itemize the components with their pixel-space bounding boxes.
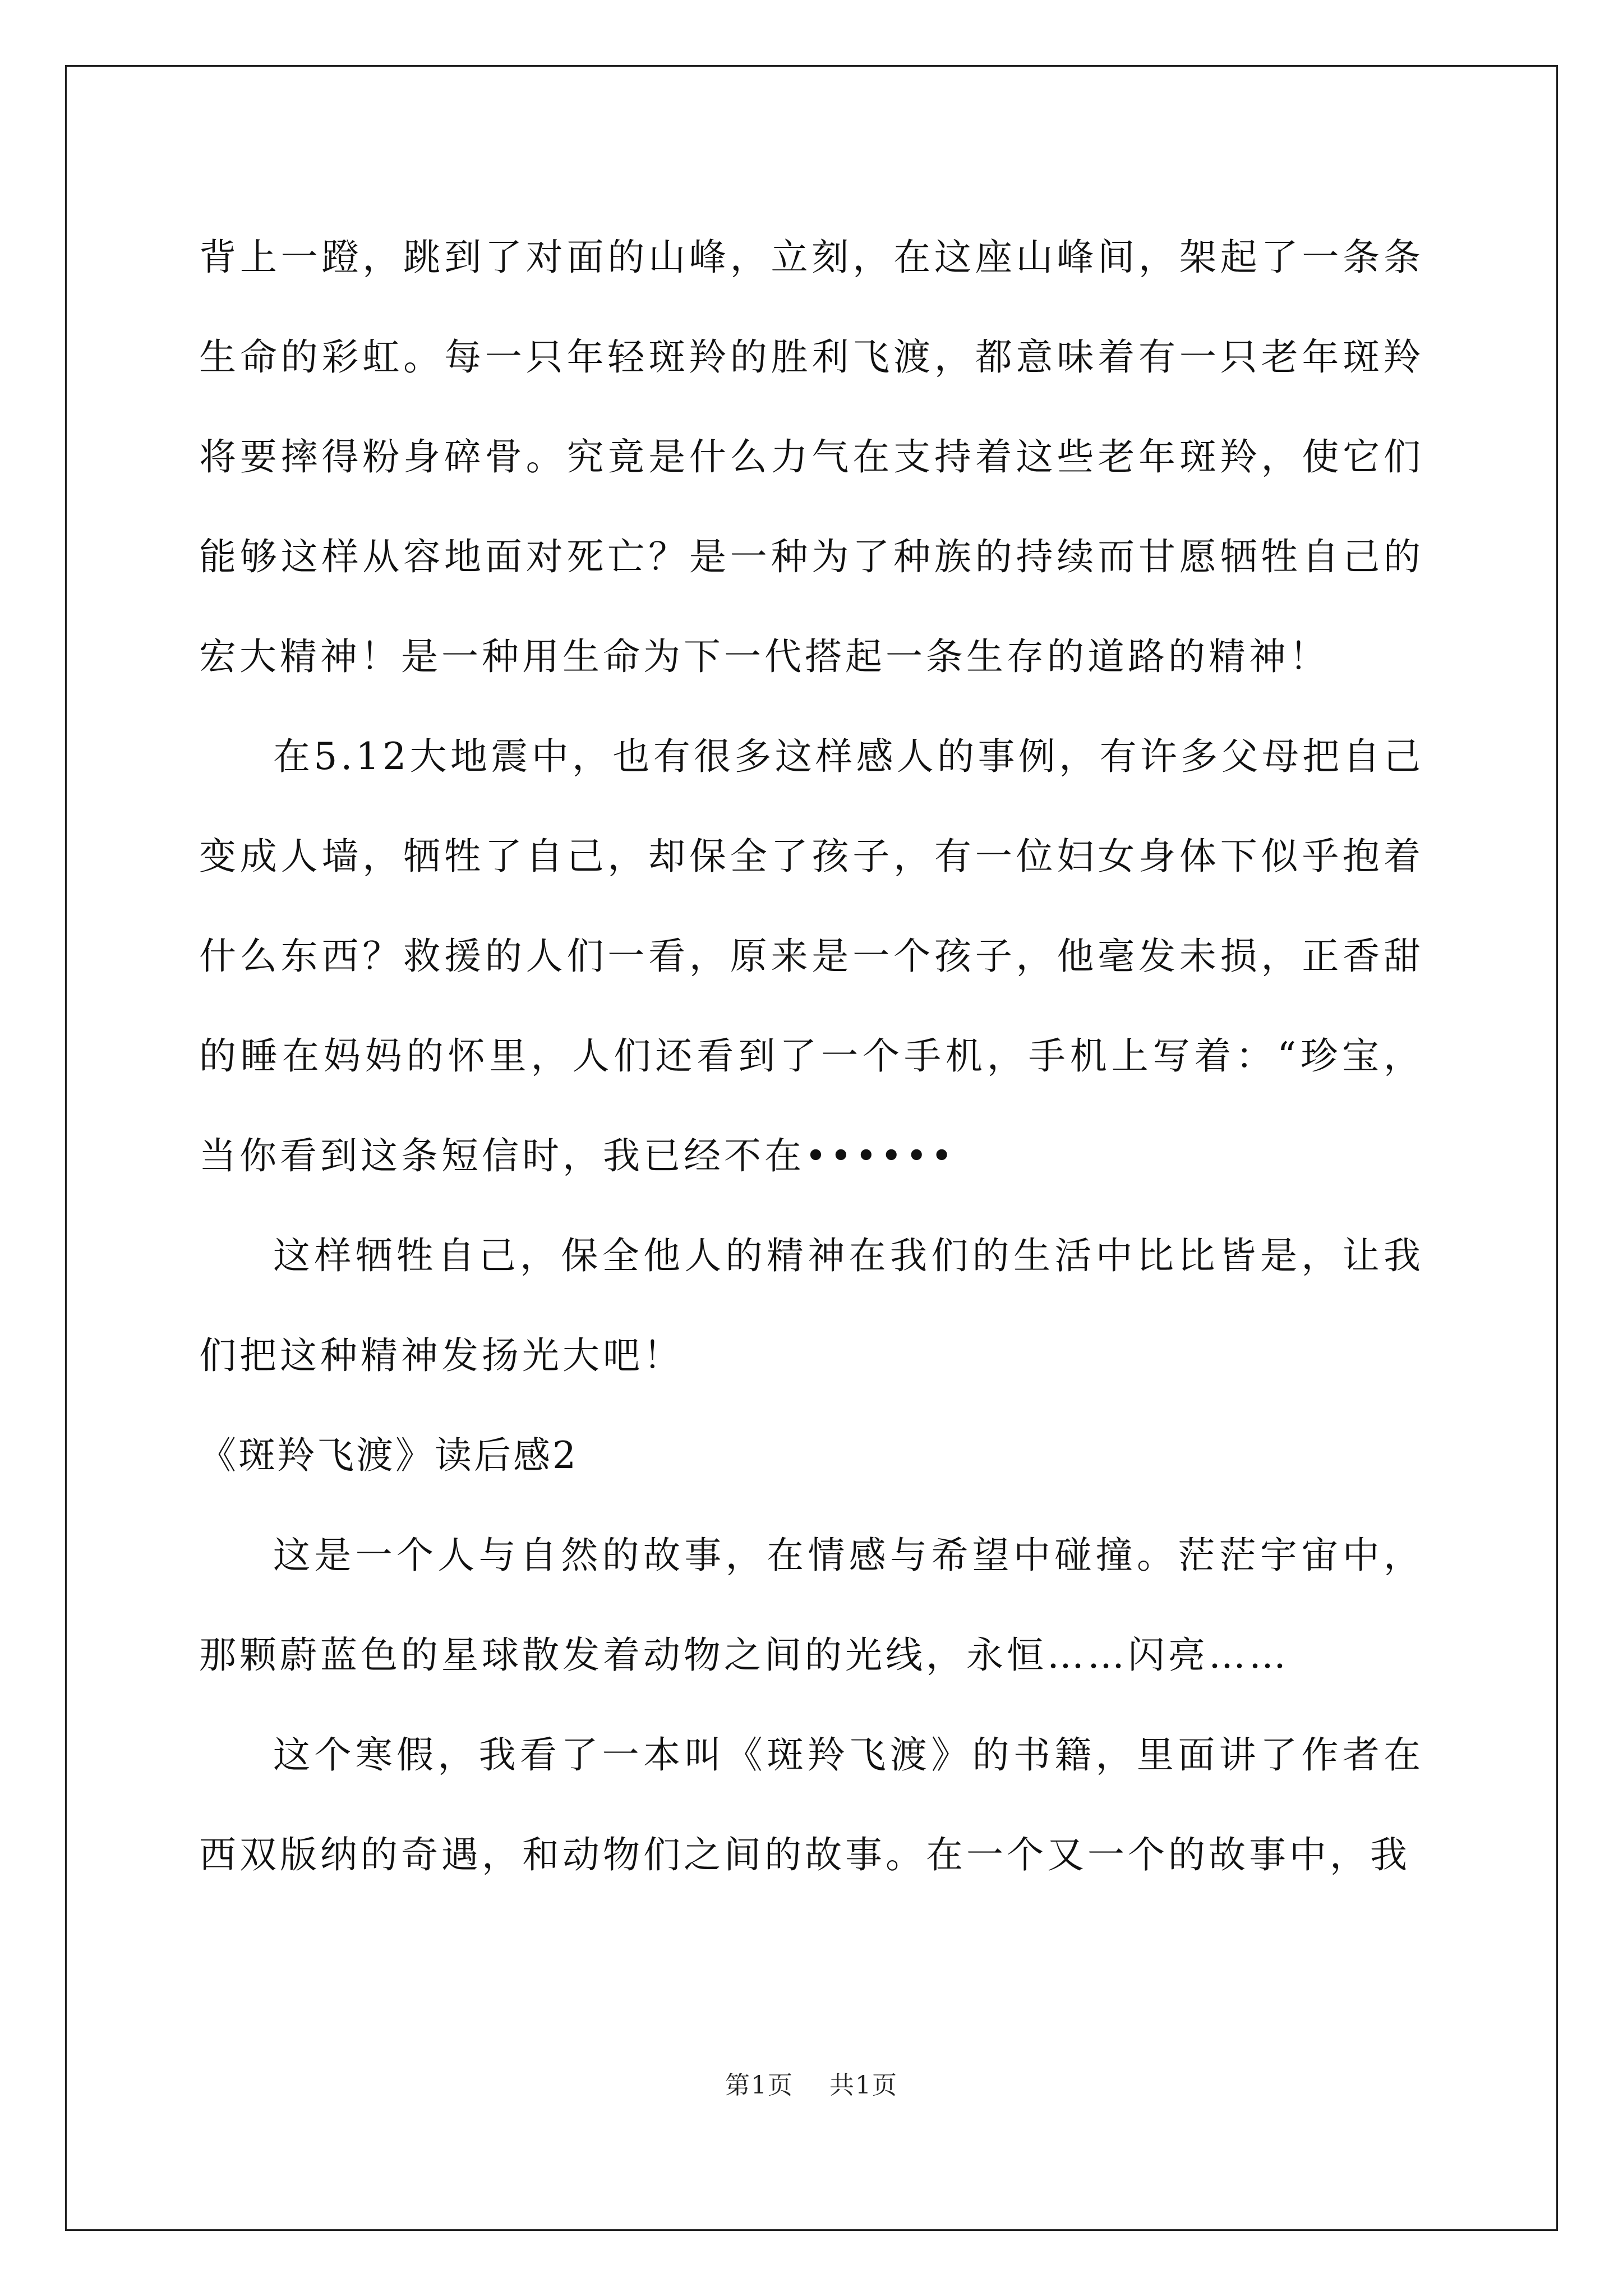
body-paragraph: 背上一蹬，跳到了对面的山峰，立刻，在这座山峰间，架起了一条条生命的彩虹。每一只年轻斑羚的胜利飞渡，都意味着有一只老年斑羚将要摔得粉身碎骨。究竟是什么力气在支持着这些老年斑羚，使它们能够这样从容地面对死亡？是一种为了种族的持续而甘愿牺牲自己的宏大精神！是一种用生命为下一代搭起一条生存的道路的精神！	[199, 236, 1424, 678]
page-total: 共1页	[829, 2071, 898, 2100]
body-paragraph: 在5.12大地震中，也有很多这样感人的事例，有许多父母把自己变成人墙，牺牲了自己，却保全了孩子，有一位妇女身体下似乎抱着什么东西？救援的人们一看，原来是一个孩子，他毫发未损，正香甜的睡在妈妈的怀里，人们还看到了一个手机，手机上写着：“珍宝，当你看到这条短信时，我已经不在••••••	[199, 735, 1424, 1177]
body-paragraph: 这是一个人与自然的故事，在情感与希望中碰撞。茫茫宇宙中，那颗蔚蓝色的星球散发着动物之间的光线，永恒……闪亮……	[199, 1534, 1424, 1677]
page-number: 第1页	[725, 2071, 794, 2100]
body-paragraph: 这个寒假，我看了一本叫《斑羚飞渡》的书籍，里面讲了作者在西双版纳的奇遇，和动物们之间的故事。在一个又一个的故事中，我	[199, 1733, 1424, 1876]
document-body	[199, 208, 1424, 1905]
body-paragraph: 这样牺牲自己，保全他人的精神在我们的生活中比比皆是，让我们把这种精神发扬光大吧！	[199, 1234, 1424, 1377]
page-footer	[0, 2069, 1623, 2102]
section-title: 《斑羚飞渡》读后感2	[199, 1434, 578, 1477]
